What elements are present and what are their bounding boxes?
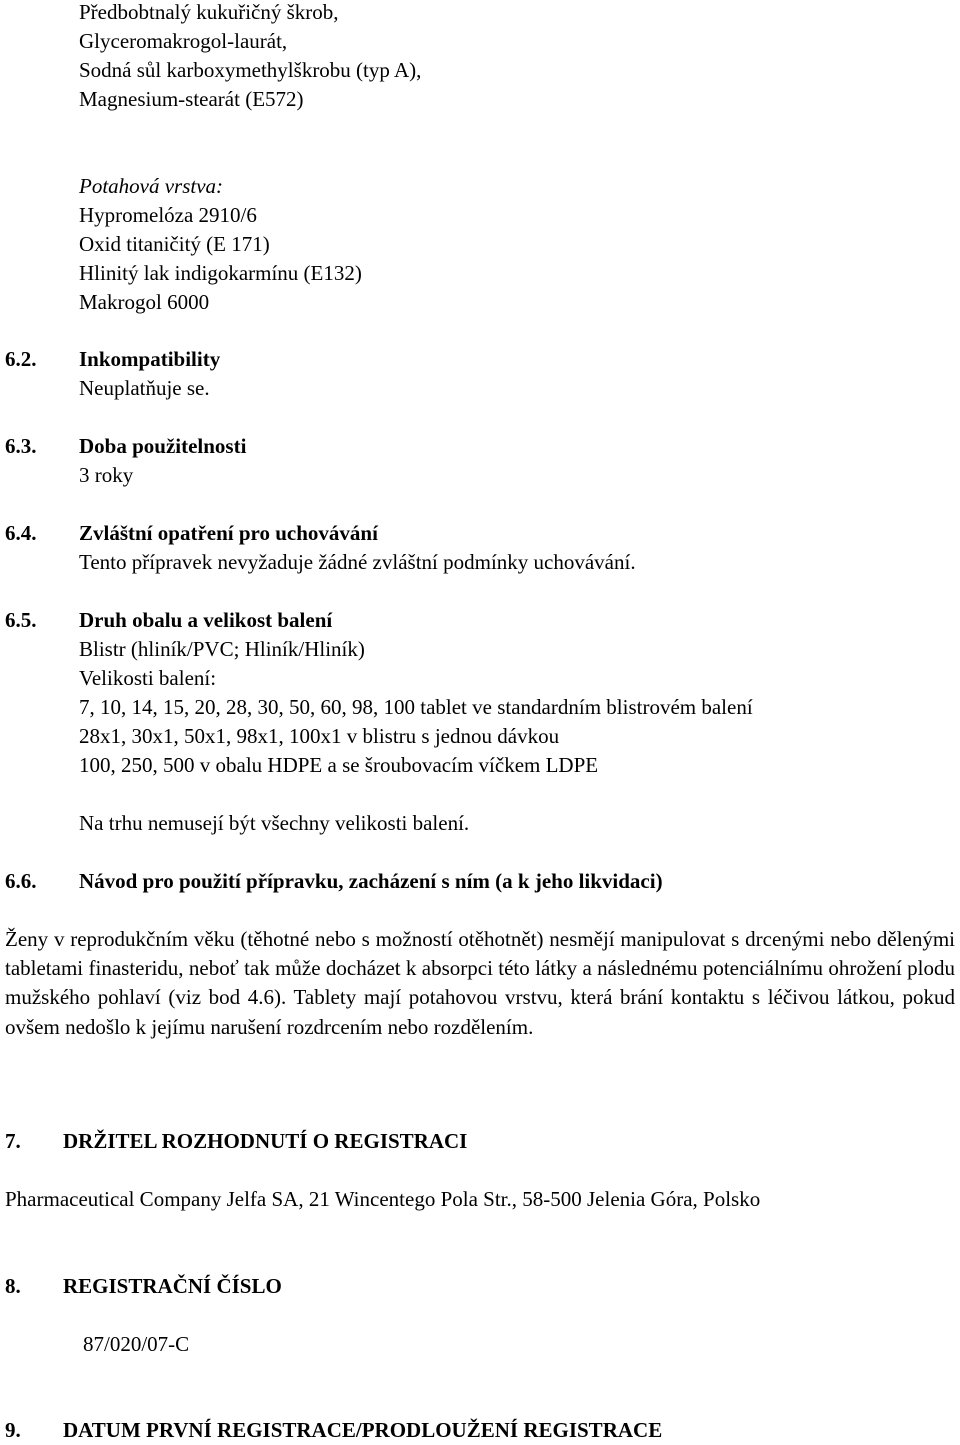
section-title-6-3: Doba použitelnosti <box>79 434 247 458</box>
section-number-9: 9. <box>5 1418 21 1442</box>
registration-number: 87/020/07-C <box>83 1332 190 1356</box>
packaging-line: 28x1, 30x1, 50x1, 98x1, 100x1 v blistru s jednou dávkou <box>79 724 560 748</box>
section-title-6-6: Návod pro použití přípravku, zacházení s ním (a k jeho likvidaci) <box>79 869 663 893</box>
section-title-8: REGISTRAČNÍ ČÍSLO <box>63 1274 282 1298</box>
section-number-6-5: 6.5. <box>5 608 37 632</box>
packaging-line: 100, 250, 500 v obalu HDPE a se šroubovacím víčkem LDPE <box>79 753 599 777</box>
excipient-line: Magnesium-stearát (E572) <box>79 87 304 111</box>
handling-paragraph: Ženy v reprodukčním věku (těhotné nebo s možností otěhotnět) nesmějí manipulovat s drcenými nebo dělenými tabletami finasteridu, neboť tak může docházet k absorpci této látky a následnému potenciálnímu ohrožení plodu mužského pohlaví (viz bod 4.6). Tablety mají potahovou vrstvu, která brání kontaktu s léčivou látkou, pokud ovšem nedošlo k jejímu narušení rozdrcením nebo rozdělením. <box>5 927 955 1039</box>
coating-line: Hypromelóza 2910/6 <box>79 203 257 227</box>
packaging-line: 7, 10, 14, 15, 20, 28, 30, 50, 60, 98, 100 tablet ve standardním blistrovém balení <box>79 695 753 719</box>
excipient-line: Sodná sůl karboxymethylškrobu (typ A), <box>79 58 422 82</box>
section-number-8: 8. <box>5 1274 21 1298</box>
section-title-7: DRŽITEL ROZHODNUTÍ O REGISTRACI <box>63 1129 468 1153</box>
section-title-6-2: Inkompatibility <box>79 347 221 371</box>
section-title-6-5: Druh obalu a velikost balení <box>79 608 333 632</box>
section-title-6-4: Zvláštní opatření pro uchovávání <box>79 521 378 545</box>
packaging-note: Na trhu nemusejí být všechny velikosti balení. <box>79 811 470 835</box>
marketing-holder: Pharmaceutical Company Jelfa SA, 21 Wincentego Pola Str., 58-500 Jelenia Góra, Polsko <box>5 1187 761 1211</box>
section-number-7: 7. <box>5 1129 21 1153</box>
packaging-line: Velikosti balení: <box>79 666 217 690</box>
coating-line: Hlinitý lak indigokarmínu (E132) <box>79 261 362 285</box>
section-number-6-2: 6.2. <box>5 347 37 371</box>
section-body-6-2: Neuplatňuje se. <box>79 376 210 400</box>
section-body-6-4: Tento přípravek nevyžaduje žádné zvláštní podmínky uchovávání. <box>79 550 636 574</box>
excipient-line: Glyceromakrogol-laurát, <box>79 29 288 53</box>
coating-line: Oxid titaničitý (E 171) <box>79 232 270 256</box>
section-body-6-3: 3 roky <box>79 463 134 487</box>
section-number-6-6: 6.6. <box>5 869 37 893</box>
section-number-6-3: 6.3. <box>5 434 37 458</box>
excipient-line: Předbobtnalý kukuřičný škrob, <box>79 0 339 24</box>
coating-line: Makrogol 6000 <box>79 290 210 314</box>
section-number-6-4: 6.4. <box>5 521 37 545</box>
coating-label: Potahová vrstva: <box>79 174 224 198</box>
section-title-9: DATUM PRVNÍ REGISTRACE/PRODLOUŽENÍ REGISTRACE <box>63 1418 663 1442</box>
packaging-line: Blistr (hliník/PVC; Hliník/Hliník) <box>79 637 365 661</box>
